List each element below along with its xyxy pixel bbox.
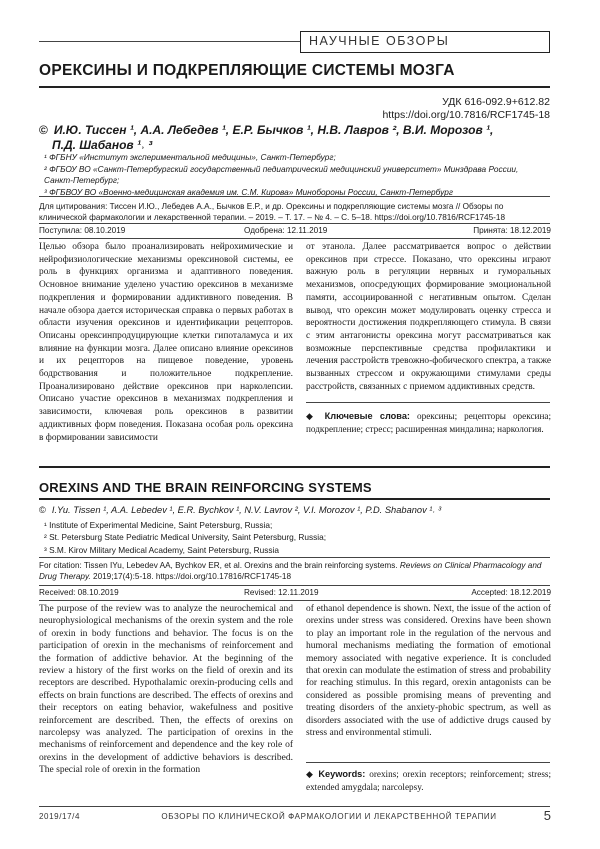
- affiliation-item: ³ ФГБВОУ ВО «Военно-медицинская академия им. С.М. Кирова» Минобороны России, Санкт-Петербург: [44, 186, 453, 197]
- authors-ru: [39, 123, 549, 153]
- authors-ru-line2: П.Д. Шабанов ¹˒ ³: [52, 138, 153, 152]
- footer-issue: 2019/17/4: [39, 812, 80, 821]
- authors-en: [39, 504, 551, 516]
- revised-date: Одобрена: 12.11.2019: [244, 226, 328, 235]
- citation-journal: Reviews on Clinical Pharmacology and Drug Therapy.: [39, 561, 542, 581]
- diamond-icon: ◆: [306, 769, 315, 779]
- keywords-divider: [306, 762, 550, 763]
- divider: [39, 223, 550, 224]
- accepted-date: Принята: 18.12.2019: [473, 226, 551, 235]
- keywords-en: [306, 768, 551, 793]
- page-footer: [39, 810, 551, 826]
- affiliation-item: ³ S.M. Kirov Military Medical Academy, Saint Petersburg, Russia: [44, 544, 280, 555]
- abstract-ru-right: от этанола. Далее рассматривается вопрос о действии орексинов при стрессе. Показано, что орексины играют важную роль в регуляции нервных и гуморальных механизмов, опосредующих формирование эмоциональной памяти, ассоциированной с негативным опытом. Сделан вывод, что орексин может модулировать оценку стресса и вероятности достижения подкрепляющего стимула. В связи с этим антагонисты орексина могут рассматриваться как возможные перспективные средства профилактики и лечения расстройств тревожно-фобического спектра, а также вызванных стрессом и окружающими стимулами среды расстройств, связанных с приемом аддиктивных средств.: [306, 242, 551, 392]
- divider: [39, 600, 550, 601]
- footer-rule: [39, 806, 550, 807]
- abstract-en-right: of ethanol dependence is shown. Next, the issue of the action of orexins under stress was considered. Orexins have been shown to play an important role in the regulation of the nervous and humoral mechanisms mediating the formation of emotional memory associated with negative experience. It is concluded that orexin can modulate the estimation of stress and probability for reaching stimulus. In this regard, orexin antagonists can be considered as possible promising means of preventing and treating disorders of the anxiety-phobic spectrum, as well as disorders associated with the use of addictive drugs caused by stress and environmental stimuli.: [306, 604, 551, 739]
- affiliation-item: ¹ Institute of Experimental Medicine, Saint Petersburg, Russia;: [44, 520, 273, 530]
- title-rule-ru: [39, 86, 550, 88]
- affiliation-item: ² ФГБОУ ВО «Санкт-Петербургский государственный педиатрический медицинский университет» Минздрава России, Санкт-Петербург;: [44, 163, 519, 185]
- diamond-icon: ◆: [306, 411, 318, 421]
- copyright-sign: ©: [39, 123, 48, 137]
- received-date: Received: 08.10.2019: [39, 588, 119, 597]
- divider: [39, 585, 550, 586]
- citation-suffix: 2019;17(4):5-18. https://doi.org/10.17816/RCF1745-18: [90, 572, 292, 581]
- keywords-label: Keywords:: [318, 769, 366, 779]
- footer-journal: ОБЗОРЫ ПО КЛИНИЧЕСКОЙ ФАРМАКОЛОГИИ И ЛЕКАРСТВЕННОЙ ТЕРАПИИ: [161, 812, 497, 821]
- revised-date: Revised: 12.11.2019: [244, 588, 319, 597]
- keywords-divider: [306, 402, 550, 403]
- affiliations-ru: [44, 152, 549, 198]
- doi-link[interactable]: https://doi.org/10.7816/RCF1745-18: [382, 109, 550, 121]
- udc-code: УДК 616-092.9+612.82: [442, 96, 550, 108]
- header-rule: [39, 41, 300, 42]
- accepted-date: Accepted: 18.12.2019: [471, 588, 551, 597]
- section-divider: [39, 466, 550, 468]
- citation-prefix: For citation: Tissen IYu, Lebedev AA, Bychkov ER, et al. Orexins and the brain reinforcing systems.: [39, 561, 400, 570]
- abstract-ru-left: Целью обзора было проанализировать нейрохимические и нейрофизиологические механизмы орексиновой системы, ее роль в функциях организма и адаптивного поведения. Основное внимание уделено участию орексинов в механизме подкрепления и формировании аддиктивного поведения. В начале обзора дается историческая справка о первых работах в области изучения орексинов и идентификации рецепторов. Описаны орексинпродуцирующие клетки гипоталамуса и их влияние на функции мозга. Далее описано влияние орексинов и их рецепторов на пищевое поведение, уровень бодрствования и положительное подкрепление. Проанализировано действие орексинов при нарколепсии. Описано участие орексинов в механизмах подкрепления и зависимости, ключевая роль орексинов в развитии аддиктивных форм поведения. Показана особая роль орексина в формировании зависимости: [39, 242, 293, 443]
- affiliation-item: ² St. Petersburg State Pediatric Medical University, Saint Petersburg, Russia;: [44, 532, 327, 543]
- title-rule-en: [39, 498, 550, 500]
- affiliation-item: ¹ ФГБНУ «Институт экспериментальной медицины», Санкт-Петербург;: [44, 152, 336, 162]
- keywords-ru: [306, 410, 551, 435]
- divider: [39, 238, 550, 239]
- article-title-ru: ОРЕКСИНЫ И ПОДКРЕПЛЯЮЩИЕ СИСТЕМЫ МОЗГА: [39, 62, 455, 79]
- citation-ru: Для цитирования: Тиссен И.Ю., Лебедев А.А., Бычков Е.Р., и др. Орексины и подкрепляющие системы мозга // Обзоры по клинической фармакологии и лекарственной терапии. – 2019. – Т. 17. – № 4. – С. 5–18. https://doi.org/10.7816/RCF1745-18: [39, 202, 505, 222]
- affiliations-en: [44, 519, 549, 556]
- copyright-sign: ©: [39, 505, 46, 515]
- authors-en-text: I.Yu. Tissen ¹, A.A. Lebedev ¹, E.R. Bychkov ¹, N.V. Lavrov ², V.I. Morozov ¹, P.D. Shabanov ¹˒ ³: [51, 505, 442, 515]
- divider: [39, 557, 550, 558]
- abstract-en-left: The purpose of the review was to analyze the neurochemical and neurophysiological mechanisms of the orexin system and the role of orexin in body functions and behavior. The focus is on the participation of orexin in the mechanisms of reinforcement and the formation of addictive behavior. At the beginning of the review a history of the first works on the field of orexin and its receptors are described. Hypothalamic orexin-producing cells and effects on brain functions are described. The effects of orexins and their receptors on eating behavior, wakefulness and positive reinforcement are described. Then, the effects of orexins on narcolepsy was analyzed. The participation of orexins in the mechanisms of reinforcement and dependence and the key role of orexins in the development of addictive behaviors is described. The special role of orexin in the formation: [39, 604, 293, 776]
- divider: [39, 196, 550, 197]
- page-number: 5: [543, 808, 551, 823]
- authors-ru-line1: И.Ю. Тиссен ¹, А.А. Лебедев ¹, Е.Р. Бычков ¹, Н.В. Лавров ², В.И. Морозов ¹,: [53, 123, 494, 137]
- keywords-text: орексины; рецепторы орексина; подкрепление; стресс; расширенная миндалина; наркология.: [306, 411, 552, 434]
- section-tag: НАУЧНЫЕ ОБЗОРЫ: [300, 31, 550, 53]
- article-title-en: OREXINS AND THE BRAIN REINFORCING SYSTEMS: [39, 480, 372, 495]
- udc-block: [382, 96, 550, 122]
- keywords-text: orexins; orexin receptors; reinforcement; stress; extended amygdala; narcolepsy.: [306, 769, 552, 792]
- received-date: Поступила: 08.10.2019: [39, 226, 126, 235]
- citation-en: [39, 560, 551, 582]
- keywords-label: Ключевые слова:: [324, 411, 410, 421]
